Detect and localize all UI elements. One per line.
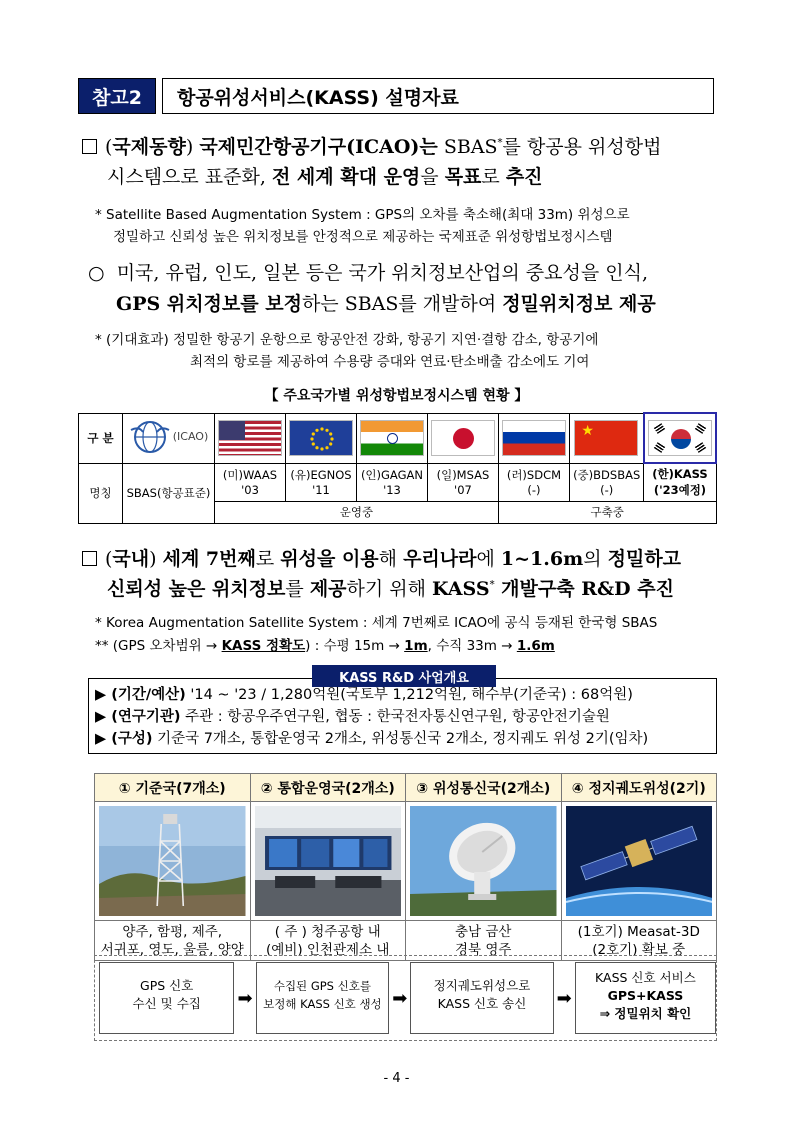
satellite-station-photo (406, 802, 562, 920)
country-sbas-table (78, 412, 717, 524)
korea-flag-icon (648, 420, 712, 456)
sub-bullet-line1: ○ 미국, 유럽, 인도, 일본 등은 국가 위치정보산업의 중요성을 인식, (88, 262, 649, 284)
flow-step-transmit: 정지궤도위성으로 KASS 신호 송신 (410, 962, 553, 1034)
system-cell-kass: (한)KASS ('23예정) (644, 463, 716, 501)
sub-bullet-line2: GPS 위치정보를 보정하는 SBAS를 개발하여 정밀위치정보 제공 (116, 293, 656, 315)
checkbox-bullet-icon (82, 139, 97, 154)
rnd-overview-box (88, 678, 717, 754)
section2-label: 국내 (112, 548, 150, 570)
reference-station-photo (95, 802, 251, 920)
icao-logo-cell (123, 413, 215, 463)
icao-logo-icon: (ICAO) (129, 418, 209, 456)
china-flag-icon: ★ (574, 420, 638, 456)
page-number: - 4 - (383, 1071, 410, 1086)
header-label-cell: 구 분 (79, 413, 123, 463)
kass-footnote: * Korea Augmentation Satellite System : 세계 7번째로 ICAO에 공식 등재된 한국형 SBAS (95, 615, 658, 631)
geo-satellite-image (562, 802, 717, 920)
flow-step-collect: GPS 신호 수신 및 수집 (99, 962, 234, 1034)
system-cell: (러)SDCM (-) (498, 463, 569, 501)
status-building: 구축중 (498, 501, 716, 523)
checkbox-bullet-icon (82, 551, 97, 566)
table-caption: 【 주요국가별 위성항법보정시스템 현황 】 (264, 388, 529, 404)
system-cell: (중)BDSBAS (-) (569, 463, 643, 501)
sbas-footnote-line1: * Satellite Based Augmentation System : GPS의 오차를 축소해(최대 33m) 위성으로 (95, 207, 630, 223)
flag-in-cell (356, 413, 427, 463)
system-cell: (일)MSAS '07 (427, 463, 498, 501)
system-cell: (인)GAGAN '13 (356, 463, 427, 501)
flag-kr-cell (644, 413, 716, 463)
rnd-overview-tag: KASS R&D 사업개요 (312, 665, 496, 687)
us-flag-icon (218, 420, 282, 456)
appendix-tag: 참고2 (78, 78, 156, 114)
station-location: (1호기) Measat-3D (2호기) 확보 중 (562, 920, 717, 960)
station-location: 양주, 함평, 제주, 서귀포, 영도, 울릉, 양양 (95, 920, 251, 960)
station-location: 충남 금산 경북 영주 (406, 920, 562, 960)
flow-step-service: KASS 신호 서비스 GPS+KASS ⇒ 정밀위치 확인 (575, 962, 716, 1034)
station-title: ④ 정지궤도위성(2기) (562, 774, 717, 802)
station-title: ③ 위성통신국(2개소) (406, 774, 562, 802)
russia-flag-icon (502, 420, 566, 456)
status-operating: 운영중 (215, 501, 499, 523)
rnd-row: ▶ (구성) 기준국 7개소, 통합운영국 2개소, 위성통신국 2개소, 정지궤도 위성 2기(임차) (95, 731, 649, 747)
signal-flow (94, 955, 717, 1041)
section1-line1: (국제동향) 국제민간항공기구(ICAO)는 SBAS*를 항공용 위성항법 (82, 132, 661, 159)
flag-eu-cell (285, 413, 356, 463)
flag-jp-cell (427, 413, 498, 463)
section2-line2: 신뢰성 높은 위치정보를 제공하기 위해 KASS* 개발구축 R&D 추진 (107, 578, 674, 600)
effect-note-line2: 최적의 항로를 제공하여 수용량 증대와 연료·탄소배출 감소에도 기여 (190, 354, 590, 370)
station-grid (94, 773, 717, 961)
rnd-row: ▶ (기간/예산) '14 ~ '23 / 1,280억원(국토부 1,212억원, 해수부(기준국) : 68억원) (95, 687, 633, 703)
station-title: ② 통합운영국(2개소) (251, 774, 407, 802)
eu-flag-icon (289, 420, 353, 456)
circle-bullet-icon: ○ (88, 262, 105, 284)
appendix-title: 항공위성서비스(KASS) 설명자료 (162, 78, 714, 114)
sbas-footnote-line2: 정밀하고 신뢰성 높은 위치정보를 안정적으로 제공하는 국제표준 위성항법보정시스템 (113, 229, 613, 245)
section1-line2: 시스템으로 표준화, 전 세계 확대 운영을 목표로 추진 (107, 166, 543, 188)
section1-label: 국제동향 (112, 136, 186, 158)
right-arrow-icon: ➡ (392, 987, 408, 1009)
station-title: ① 기준국(7개소) (95, 774, 251, 802)
operation-center-photo (251, 802, 407, 920)
effect-note-line1: * (기대효과) 정밀한 항공기 운항으로 항공안전 강화, 항공기 지연·결항 감소, 항공기에 (95, 332, 599, 348)
station-location: ( 주 ) 청주공항 내 (예비) 인천관제소 내 (251, 920, 407, 960)
flag-cn-cell (569, 413, 643, 463)
flag-us-cell (215, 413, 286, 463)
flag-ru-cell (498, 413, 569, 463)
system-cell: (미)WAAS '03 (215, 463, 286, 501)
flow-step-correct: 수집된 GPS 신호를 보정해 KASS 신호 생성 (256, 962, 389, 1034)
system-cell: (유)EGNOS '11 (285, 463, 356, 501)
right-arrow-icon: ➡ (237, 987, 253, 1009)
japan-flag-icon (431, 420, 495, 456)
accuracy-footnote: ** (GPS 오차범위 → KASS 정확도) : 수평 15m → 1m, 수직 33m → 1.6m (95, 638, 555, 654)
rnd-row: ▶ (연구기관) 주관 : 항공우주연구원, 협동 : 한국전자통신연구원, 항공안전기술원 (95, 709, 610, 725)
india-flag-icon (360, 420, 424, 456)
name-label-cell: 명칭 (79, 463, 123, 523)
section2-line1: (국내) 세계 7번째로 위성을 이용해 우리나라에 1~1.6m의 정밀하고 (82, 544, 681, 571)
appendix-header (78, 78, 714, 114)
icao-name-cell: SBAS(항공표준) (123, 463, 215, 523)
right-arrow-icon: ➡ (556, 987, 572, 1009)
